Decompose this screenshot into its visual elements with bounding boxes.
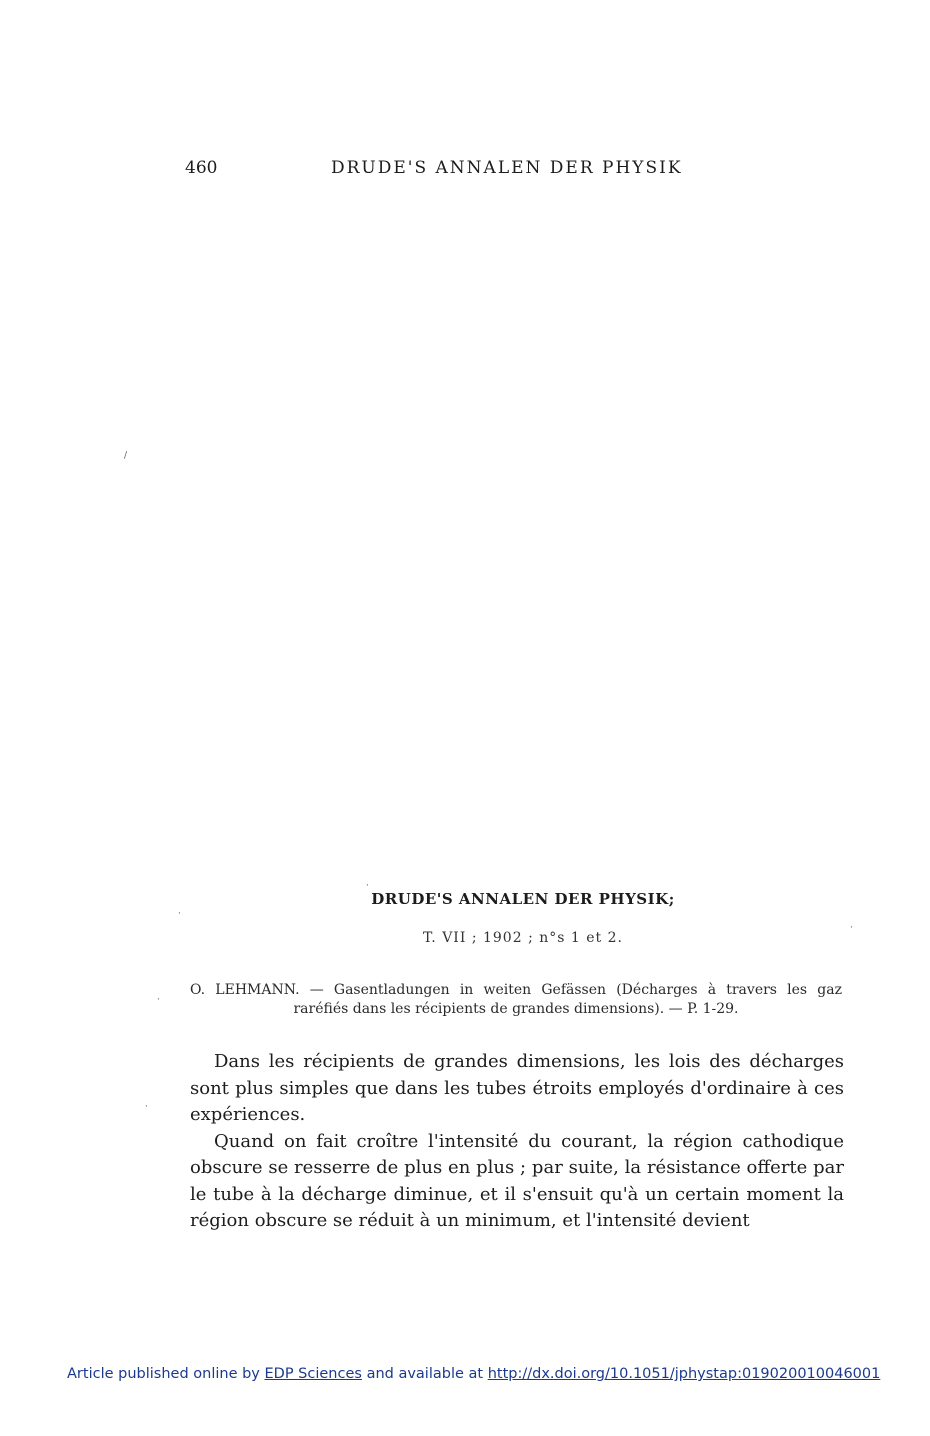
footer-middle: and available at — [366, 1366, 484, 1382]
doi-link[interactable]: http://dx.doi.org/10.1051/jphystap:019020010046001 — [487, 1366, 881, 1382]
publisher-link[interactable]: EDP Sciences — [264, 1366, 362, 1382]
publication-footer — [67, 1366, 880, 1382]
running-header — [185, 158, 700, 182]
body-text — [190, 1049, 844, 1235]
page-number: 460 — [185, 158, 218, 178]
paragraph: Quand on fait croître l'intensité du courant, la région cathodique obscure se resserre de plus en plus ; par suite, la résistance offerte par le tube à la décharge diminue, et il s'ensuit qu'à un certain moment la région obscure se réduit à un minimum, et l'intensité devient — [190, 1130, 844, 1231]
scan-speck: · — [145, 1102, 148, 1112]
article-reference-line-1: O. LEHMANN. — Gasentladungen in weiten Gefässen (Décharges à travers les gaz — [190, 982, 842, 998]
scan-speck: · — [178, 909, 181, 919]
article-reference — [190, 981, 842, 1019]
scan-speck: · — [850, 923, 853, 933]
running-title: DRUDE'S ANNALEN DER PHYSIK — [331, 158, 683, 178]
scan-speck: / — [124, 451, 128, 461]
article-reference-line-2: raréfiés dans les récipients de grandes dimensions). — P. 1-29. — [293, 1001, 739, 1017]
footer-prefix: Article published online by — [67, 1366, 260, 1382]
volume-line: T. VII ; 1902 ; n°s 1 et 2. — [423, 930, 623, 946]
section-heading: DRUDE'S ANNALEN DER PHYSIK; — [371, 890, 675, 908]
paragraph: Dans les récipients de grandes dimensions, les lois des décharges sont plus simples que dans les tubes étroits employés d'ordinaire à ces expériences. — [190, 1051, 844, 1125]
scan-speck: · — [157, 995, 160, 1005]
scan-speck: · — [366, 881, 369, 891]
